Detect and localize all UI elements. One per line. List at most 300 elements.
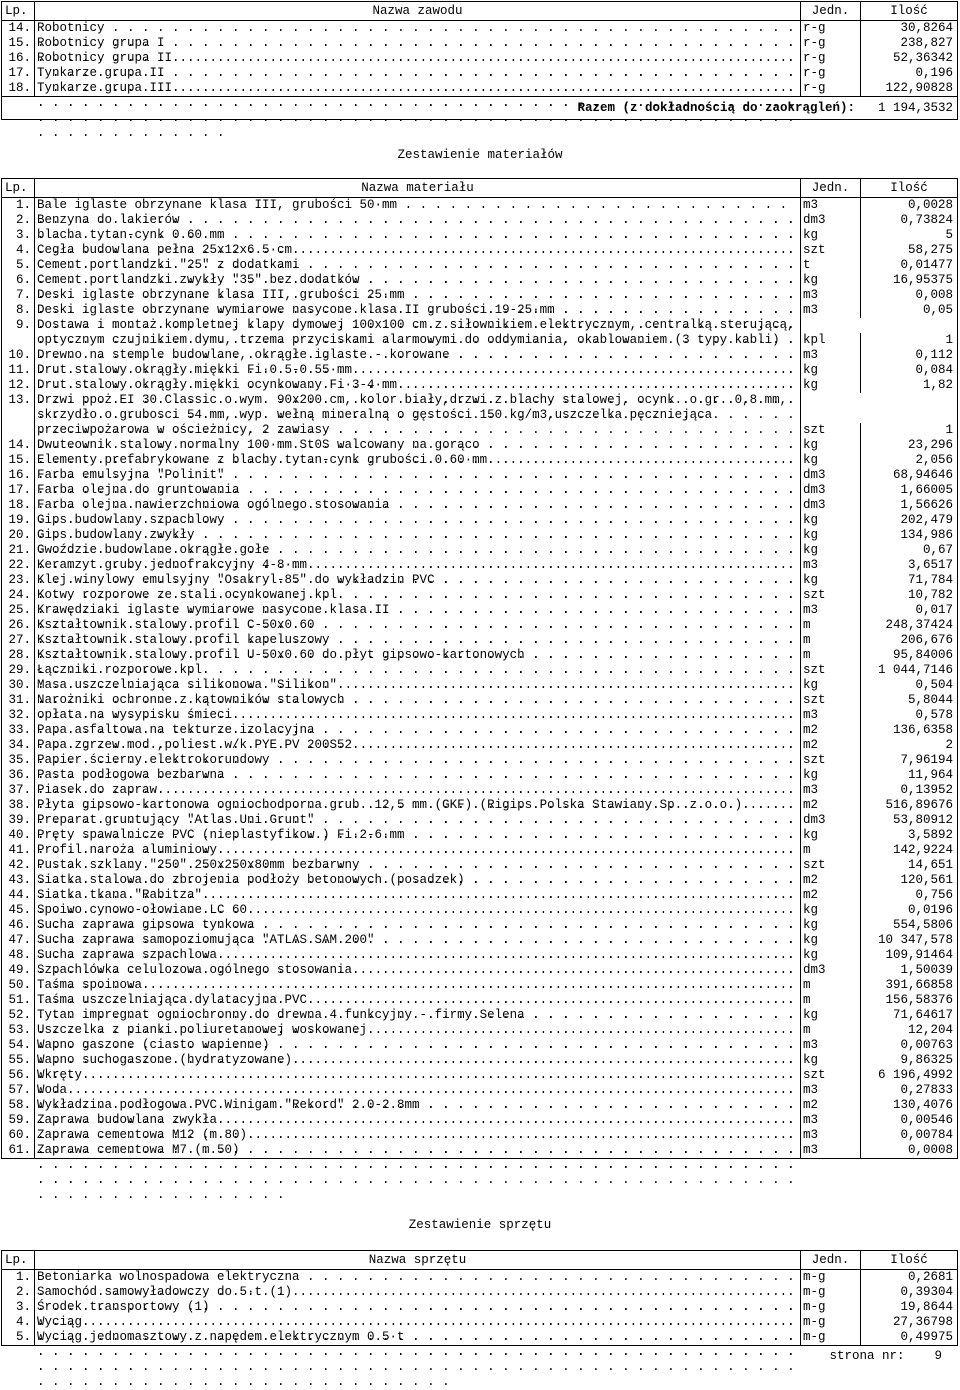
row-unit: m3: [801, 1143, 861, 1158]
row-name-text: Robotnicy . . .: [37, 21, 802, 80]
table-row: [2, 798, 957, 813]
row-qty: 71,784: [907, 573, 953, 587]
row-lp: 48.: [8, 948, 31, 962]
row-lp: 45.: [8, 903, 31, 917]
row-unit: m: [801, 633, 861, 648]
row-unit: kg: [801, 918, 861, 933]
row-unit: kg: [801, 513, 861, 528]
table-row: [2, 588, 957, 603]
row-name: [34, 1098, 801, 1113]
row-lp: 50.: [8, 978, 31, 992]
row-lp: 32.: [8, 708, 31, 722]
row-lp: 20.: [8, 528, 31, 542]
row-unit: m2: [801, 723, 861, 738]
row-qty: 27,36798: [892, 1315, 953, 1329]
row-qty: 0,39304: [900, 1285, 953, 1299]
row-unit: m: [801, 618, 861, 633]
row-name: [34, 648, 801, 663]
row-unit: m: [801, 978, 861, 993]
row-name: [34, 453, 801, 468]
row-name-text: Tynkarze grupa II . . .: [37, 66, 802, 125]
row-unit: m3: [801, 1113, 861, 1128]
row-unit: m3: [801, 783, 861, 798]
row-unit: dm3: [801, 813, 861, 828]
row-name-text: Dwuteownik stalowy normalny 100·mm St0S walcowany na gorąco . . .: [37, 438, 802, 497]
table-row: [2, 303, 957, 318]
row-name-text: Wyciąg . . .: [37, 1315, 802, 1374]
row-qty: 12,204: [907, 1023, 953, 1037]
row-name: [34, 1068, 801, 1083]
table-row: [2, 66, 957, 81]
row-lp: 4.: [15, 1315, 31, 1329]
row-name-text: opłata na wysypisku śmieci . . .: [37, 708, 802, 767]
row-lp: 46.: [8, 918, 31, 932]
row-unit: kg: [801, 768, 861, 783]
row-unit: r-g: [801, 51, 861, 66]
row-qty: 238,827: [900, 36, 953, 50]
row-name-text: Profil naroża aluminiowy . . .: [37, 843, 802, 902]
row-qty: 0,0028: [907, 198, 953, 212]
row-lp: 1.: [15, 198, 31, 212]
row-qty: 0,67: [922, 543, 953, 557]
row-unit: t: [801, 258, 861, 273]
header-unit: Jedn.: [801, 2, 861, 20]
table-row: [2, 648, 957, 663]
row-qty: 109,91464: [885, 948, 953, 962]
row-unit: r-g: [801, 21, 861, 36]
equipment-title: Zestawienie sprzętu: [408, 1218, 552, 1232]
row-lp: 25.: [8, 603, 31, 617]
table-row: [2, 1038, 957, 1053]
row-name: [34, 378, 801, 393]
header-name: Nazwa sprzętu: [34, 1251, 801, 1269]
row-name-text: Kształtownik stalowy profil C-50x0.60 . . .: [37, 618, 802, 677]
row-qty: 1,56626: [900, 498, 953, 512]
row-lp: 18.: [8, 81, 31, 95]
page-label: strona nr:: [829, 1349, 905, 1363]
row-lp: 33.: [8, 723, 31, 737]
labor-total-row: [1, 96, 958, 120]
row-lp: 13.: [8, 393, 31, 407]
table-row: [2, 978, 957, 993]
row-qty: 0,00784: [900, 1128, 953, 1142]
table-row: [2, 573, 957, 588]
table-row: [2, 363, 957, 378]
row-lp: 16.: [8, 468, 31, 482]
row-unit: kg: [801, 528, 861, 543]
table-row: [2, 1143, 957, 1158]
row-lp: 17.: [8, 66, 31, 80]
row-lp: 43.: [8, 873, 31, 887]
row-qty: 1,82: [922, 378, 953, 392]
row-unit: dm3: [801, 483, 861, 498]
row-name-text: blacha tytan-cynk 0.60 mm . . .: [37, 228, 802, 287]
row-lp: 39.: [8, 813, 31, 827]
row-name-text: Gips budowlany szpachlowy . . .: [37, 513, 802, 572]
row-qty: 156,58376: [885, 993, 953, 1007]
row-name-text: Kształtownik stalowy profil kapeluszowy . . .: [37, 633, 802, 692]
row-name-text: Masa uszczelniająca silikonowa "Silikon" . . .: [37, 678, 802, 737]
table-row: [2, 513, 957, 528]
row-lp: 30.: [8, 678, 31, 692]
row-qty: 19,8644: [900, 1300, 953, 1314]
row-lp: 14.: [8, 21, 31, 35]
row-name-text: Elementy prefabrykowane z blachy tytan-cynk grubości 0.60·mm . . .: [37, 453, 802, 512]
row-lp: 26.: [8, 618, 31, 632]
row-lp: 2.: [15, 1285, 31, 1299]
row-name-text: Farba olejna do gruntowania . . .: [37, 483, 802, 542]
materials-table-body: [2, 198, 957, 1158]
table-row: [2, 678, 957, 693]
table-row: [2, 753, 957, 768]
row-lp: 53.: [8, 1023, 31, 1037]
header-lp: Lp.: [5, 181, 28, 195]
row-qty: 142,9224: [892, 843, 953, 857]
row-name: [34, 438, 801, 453]
row-unit: m3: [801, 1083, 861, 1098]
row-unit: m2: [801, 873, 861, 888]
row-lp: 3.: [15, 228, 31, 242]
row-unit: m-g: [801, 1270, 861, 1285]
row-name-text: Farba olejna nawierzchniowa ogólnego stosowania . . .: [37, 498, 802, 557]
row-name-text: Taśma uszczelniająca dylatacyjna PVC . . .: [37, 993, 802, 1052]
header-name: Nazwa materiału: [34, 179, 801, 197]
labor-table: [1, 1, 958, 97]
row-name-text: Płyta gipsowo-kartonowa ogniochodporna grub. 12,5 mm (GKF) (Rigips Polska Stawiany Sp. z o.o.) . . .: [37, 798, 802, 857]
row-qty: 0,49975: [900, 1330, 953, 1344]
row-unit: r-g: [801, 81, 861, 96]
equipment-table-header: [2, 1251, 957, 1270]
row-unit: szt: [801, 753, 861, 768]
table-row: [2, 318, 957, 348]
row-qty: 554,5806: [892, 918, 953, 932]
row-name-text: Papier ścierny elektrokorundowy . . .: [37, 753, 802, 812]
row-name: [34, 663, 801, 678]
row-qty: 516,89676: [885, 798, 953, 812]
row-lp: 18.: [8, 498, 31, 512]
row-qty: 1 044,7146: [877, 663, 953, 677]
row-name: [34, 918, 801, 933]
table-row: [2, 243, 957, 258]
row-name-text: Tytan impregnat ogniochronny do drewna 4 funkcyjny - firmy Selena . . .: [37, 1008, 802, 1067]
table-row: [2, 1008, 957, 1023]
row-qty: 2,056: [915, 453, 953, 467]
row-lp: 15.: [8, 36, 31, 50]
row-qty: 1: [945, 423, 953, 437]
row-name: [34, 693, 801, 708]
header-unit: Jedn.: [801, 179, 861, 197]
row-lp: 42.: [8, 858, 31, 872]
row-qty: 0,0196: [907, 903, 953, 917]
row-lp: 27.: [8, 633, 31, 647]
row-name: [34, 1143, 801, 1158]
row-name-text: Deski iglaste obrzynane klasa III, grubości 25·mm . . .: [37, 288, 802, 347]
row-qty: 14,651: [907, 858, 953, 872]
row-qty: 0,01477: [900, 258, 953, 272]
equipment-table-body: [2, 1270, 957, 1345]
table-row: [2, 51, 957, 66]
header-qty: Ilość: [890, 1253, 928, 1267]
row-lp: 54.: [8, 1038, 31, 1052]
row-name-text: Farba emulsyjna "Polinit" . . .: [37, 468, 802, 527]
row-name-text: Drut stalowy okrągły miękki Fi·0.5-0.55·mm . . .: [37, 363, 802, 422]
header-lp: Lp.: [5, 1253, 28, 1267]
row-name-text: Samochód samowyładowczy do 5·t (1) . . .: [37, 1285, 802, 1344]
row-name-text: Tynkarze grupa III . . .: [37, 81, 802, 140]
row-qty: 95,84006: [892, 648, 953, 662]
row-qty: 0,084: [915, 363, 953, 377]
row-name: [34, 768, 801, 783]
row-name: [34, 483, 801, 498]
row-unit: kg: [801, 828, 861, 843]
row-name-text: Drut stalowy okrągły miękki ocynkowany Fi·3-4·mm . . .: [37, 378, 802, 437]
row-unit: szt: [801, 1068, 861, 1083]
row-name-text: Klej winylowy emulsyjny "Osakryl-85" do wykładzin PVC . . .: [37, 573, 802, 632]
row-qty: 0,112: [915, 348, 953, 362]
row-name-text: Drzwi ppoż EI 30 Classic o wym. 90x200 cm, kolor biały,drzwi z blachy stalowej, ocynk. o gr. 0,8 mm, skrzydło o grubosci 54 mm, wyp. wełną mineralną o gęstości 150 kg/m3,uszczelka pęczniejąca przeciwpożarowa w ościeżnicy, 2 zawiasy . . .: [37, 393, 802, 482]
row-name-text: Zaprawa cementowa M12 (m.80) . . .: [37, 1128, 802, 1187]
materials-title: Zestawienie materiałów: [397, 148, 563, 162]
table-row: [2, 948, 957, 963]
row-name-text: Zaprawa budowlana zwykła . . .: [37, 1113, 802, 1172]
row-name: [34, 813, 801, 828]
table-row: [2, 708, 957, 723]
table-row: [2, 663, 957, 678]
row-qty: 0,578: [915, 708, 953, 722]
row-qty: 11,964: [907, 768, 953, 782]
row-unit: kg: [801, 543, 861, 558]
row-name: [34, 363, 801, 378]
row-unit: dm3: [801, 213, 861, 228]
row-name: [34, 348, 801, 363]
row-name: [34, 66, 801, 81]
row-qty: 0,196: [915, 66, 953, 80]
row-name: [34, 528, 801, 543]
row-name-text: Dostawa i montaż kompletnej klapy dymowej 100x100 cm z siłownikiem elektrycznym, centralką sterującą, optycznym czujnikiem dymu, trzema przyciskami alarmowymi do oddymiania, okablowaniem (3 typy kabli) . . .: [37, 318, 802, 407]
table-row: [2, 1083, 957, 1098]
row-unit: szt: [801, 243, 861, 258]
row-qty: 3,6517: [907, 558, 953, 572]
row-qty: 71,64617: [892, 1008, 953, 1022]
row-lp: 22.: [8, 558, 31, 572]
table-row: [2, 1023, 957, 1038]
row-unit: kg: [801, 1008, 861, 1023]
row-name: [34, 933, 801, 948]
row-qty: 6 196,4992: [877, 1068, 953, 1082]
row-qty: 120,561: [900, 873, 953, 887]
materials-table-header: [2, 179, 957, 198]
row-qty: 0,27833: [900, 1083, 953, 1097]
row-name-text: Cement portlandzki "25" z dodatkami . . .: [37, 258, 802, 317]
row-name: [34, 798, 801, 813]
row-lp: 24.: [8, 588, 31, 602]
row-qty: 0,756: [915, 888, 953, 902]
labor-total-value: 1 194,3532: [877, 101, 953, 115]
row-unit: dm3: [801, 963, 861, 978]
row-lp: 61.: [8, 1143, 31, 1157]
row-name-text: Keramzyt gruby jednofrakcyjny 4-8·mm . . .: [37, 558, 802, 617]
header-unit: Jedn.: [801, 1251, 861, 1269]
row-name-text: Piasek do zapraw . . .: [37, 783, 802, 842]
row-name: [34, 948, 801, 963]
row-unit: m2: [801, 1098, 861, 1113]
row-name-text: Narożniki ochronne z kątowników stalowych . . .: [37, 693, 802, 752]
row-name-text: Kształtownik stalowy profil U-50x0.60 do płyt gipsowo-kartonowych . . .: [37, 648, 802, 707]
table-row: [2, 963, 957, 978]
row-qty: 1,66005: [900, 483, 953, 497]
row-name: [34, 1270, 801, 1285]
table-row: [2, 633, 957, 648]
row-name: [34, 573, 801, 588]
table-row: [2, 858, 957, 873]
row-name: [34, 963, 801, 978]
row-name: [34, 81, 801, 96]
row-lp: 19.: [8, 513, 31, 527]
row-name: [34, 828, 801, 843]
row-name-text: Zaprawa cementowa M7 (m.50) . . .: [37, 1143, 802, 1202]
row-name-text: Wapno gaszone (ciasto wapienne) . . .: [37, 1038, 802, 1097]
row-unit: dm3: [801, 468, 861, 483]
row-unit: r-g: [801, 66, 861, 81]
row-qty: 52,36342: [892, 51, 953, 65]
row-unit: kg: [801, 1053, 861, 1068]
row-lp: 58.: [8, 1098, 31, 1112]
row-name: [34, 513, 801, 528]
row-qty: 10 347,578: [877, 933, 953, 947]
row-lp: 37.: [8, 783, 31, 797]
table-row: [2, 828, 957, 843]
row-name: [34, 783, 801, 798]
table-row: [2, 903, 957, 918]
labor-total-label: Razem (z dokładnością do zaokrągleń):: [577, 101, 855, 115]
row-qty: 9,86325: [900, 1053, 953, 1067]
row-lp: 16.: [8, 51, 31, 65]
row-qty: 7,96194: [900, 753, 953, 767]
row-name-text: Pustak szklany "250" 250x250x80mm bezbarwny . . .: [37, 858, 802, 917]
row-unit: m: [801, 648, 861, 663]
row-unit: m2: [801, 888, 861, 903]
row-name-text: Wkręty . . .: [37, 1068, 802, 1127]
row-name: [34, 228, 801, 243]
row-qty: 202,479: [900, 513, 953, 527]
row-name: [34, 273, 801, 288]
table-row: [2, 198, 957, 213]
row-name: [34, 993, 801, 1008]
row-lp: 11.: [8, 363, 31, 377]
row-name: [34, 888, 801, 903]
table-row: [2, 1270, 957, 1285]
table-row: [2, 1113, 957, 1128]
row-name-text: Siatka stalowa do zbrojenia podłoży betonowych (posadzek) . . .: [37, 873, 802, 932]
row-lp: 51.: [8, 993, 31, 1007]
row-lp: 4.: [15, 243, 31, 257]
row-qty: 206,676: [900, 633, 953, 647]
row-name: [34, 588, 801, 603]
table-row: [2, 273, 957, 288]
row-name: [34, 873, 801, 888]
row-name-text: Drewno na stemple budowlane, okrągłe iglaste - korowane . . .: [37, 348, 802, 407]
row-qty: 23,296: [907, 438, 953, 452]
row-name-text: Cegła budowlana pełna 25x12x6.5·cm . . .: [37, 243, 802, 302]
row-unit: kg: [801, 948, 861, 963]
row-lp: 28.: [8, 648, 31, 662]
row-name-text: Wapno suchogaszone (hydratyzowane) . . .: [37, 1053, 802, 1112]
row-unit: m3: [801, 708, 861, 723]
row-unit: m2: [801, 798, 861, 813]
table-row: [2, 468, 957, 483]
table-row: [2, 1098, 957, 1113]
row-unit: kg: [801, 438, 861, 453]
row-qty: 0,2681: [907, 1270, 953, 1284]
row-name: [34, 258, 801, 273]
table-row: [2, 228, 957, 243]
row-name: [34, 1008, 801, 1023]
row-name-text: Sucha zaprawa gipsowa tynkowa . . .: [37, 918, 802, 977]
row-name-text: Taśma spoinowa . . .: [37, 978, 802, 1037]
row-name: [34, 1128, 801, 1143]
row-qty: 248,37424: [885, 618, 953, 632]
row-name: [34, 543, 801, 558]
table-row: [2, 498, 957, 513]
row-qty: 0,008: [915, 288, 953, 302]
row-name-text: Betoniarka wolnospadowa elektryczna . . .: [37, 1270, 802, 1329]
row-lp: 55.: [8, 1053, 31, 1067]
row-unit: kg: [801, 453, 861, 468]
row-name-text: Cement portlandzki zwykły "35" bez dodatków . . .: [37, 273, 802, 332]
row-lp: 7.: [15, 288, 31, 302]
row-name-text: Preparat gruntujący "Atlas Uni Grunt" . . .: [37, 813, 802, 872]
row-unit: kg: [801, 273, 861, 288]
row-name: [34, 213, 801, 228]
table-row: [2, 918, 957, 933]
header-lp: Lp.: [5, 4, 28, 18]
row-name-text: Uszczelka z pianki poliuretanowej woskowanej . . .: [37, 1023, 802, 1082]
row-name: [34, 1083, 801, 1098]
row-name: [34, 393, 801, 438]
row-name-text: Robotnicy grupa II . . .: [37, 51, 802, 110]
row-unit: m3: [801, 558, 861, 573]
row-unit: m3: [801, 198, 861, 213]
row-name: [34, 603, 801, 618]
row-name-text: Wyciąg jednomasztowy z napędem elektrycznym 0.5·t . . .: [37, 1330, 802, 1389]
row-lp: 34.: [8, 738, 31, 752]
row-name: [34, 1113, 801, 1128]
header-qty: Ilość: [890, 4, 928, 18]
row-unit: m-g: [801, 1300, 861, 1315]
materials-table: [1, 178, 958, 1159]
row-unit: m-g: [801, 1285, 861, 1300]
row-name: [34, 1315, 801, 1330]
row-lp: 35.: [8, 753, 31, 767]
row-lp: 23.: [8, 573, 31, 587]
row-qty: 122,90828: [885, 81, 953, 95]
row-unit: m3: [801, 288, 861, 303]
row-lp: 1.: [15, 1270, 31, 1284]
row-name-text: Krawędziaki iglaste wymiarowe nasycone klasa II . . .: [37, 603, 802, 662]
row-name-text: Sucha zaprawa samopoziomująca "ATLAS SAM 200" . . .: [37, 933, 802, 992]
table-row: [2, 1068, 957, 1083]
table-row: [2, 258, 957, 273]
table-row: [2, 1053, 957, 1068]
row-lp: 47.: [8, 933, 31, 947]
row-name: [34, 51, 801, 66]
row-unit: kg: [801, 363, 861, 378]
row-name: [34, 633, 801, 648]
table-row: [2, 1315, 957, 1330]
table-row: [2, 813, 957, 828]
row-name: [34, 708, 801, 723]
row-lp: 52.: [8, 1008, 31, 1022]
